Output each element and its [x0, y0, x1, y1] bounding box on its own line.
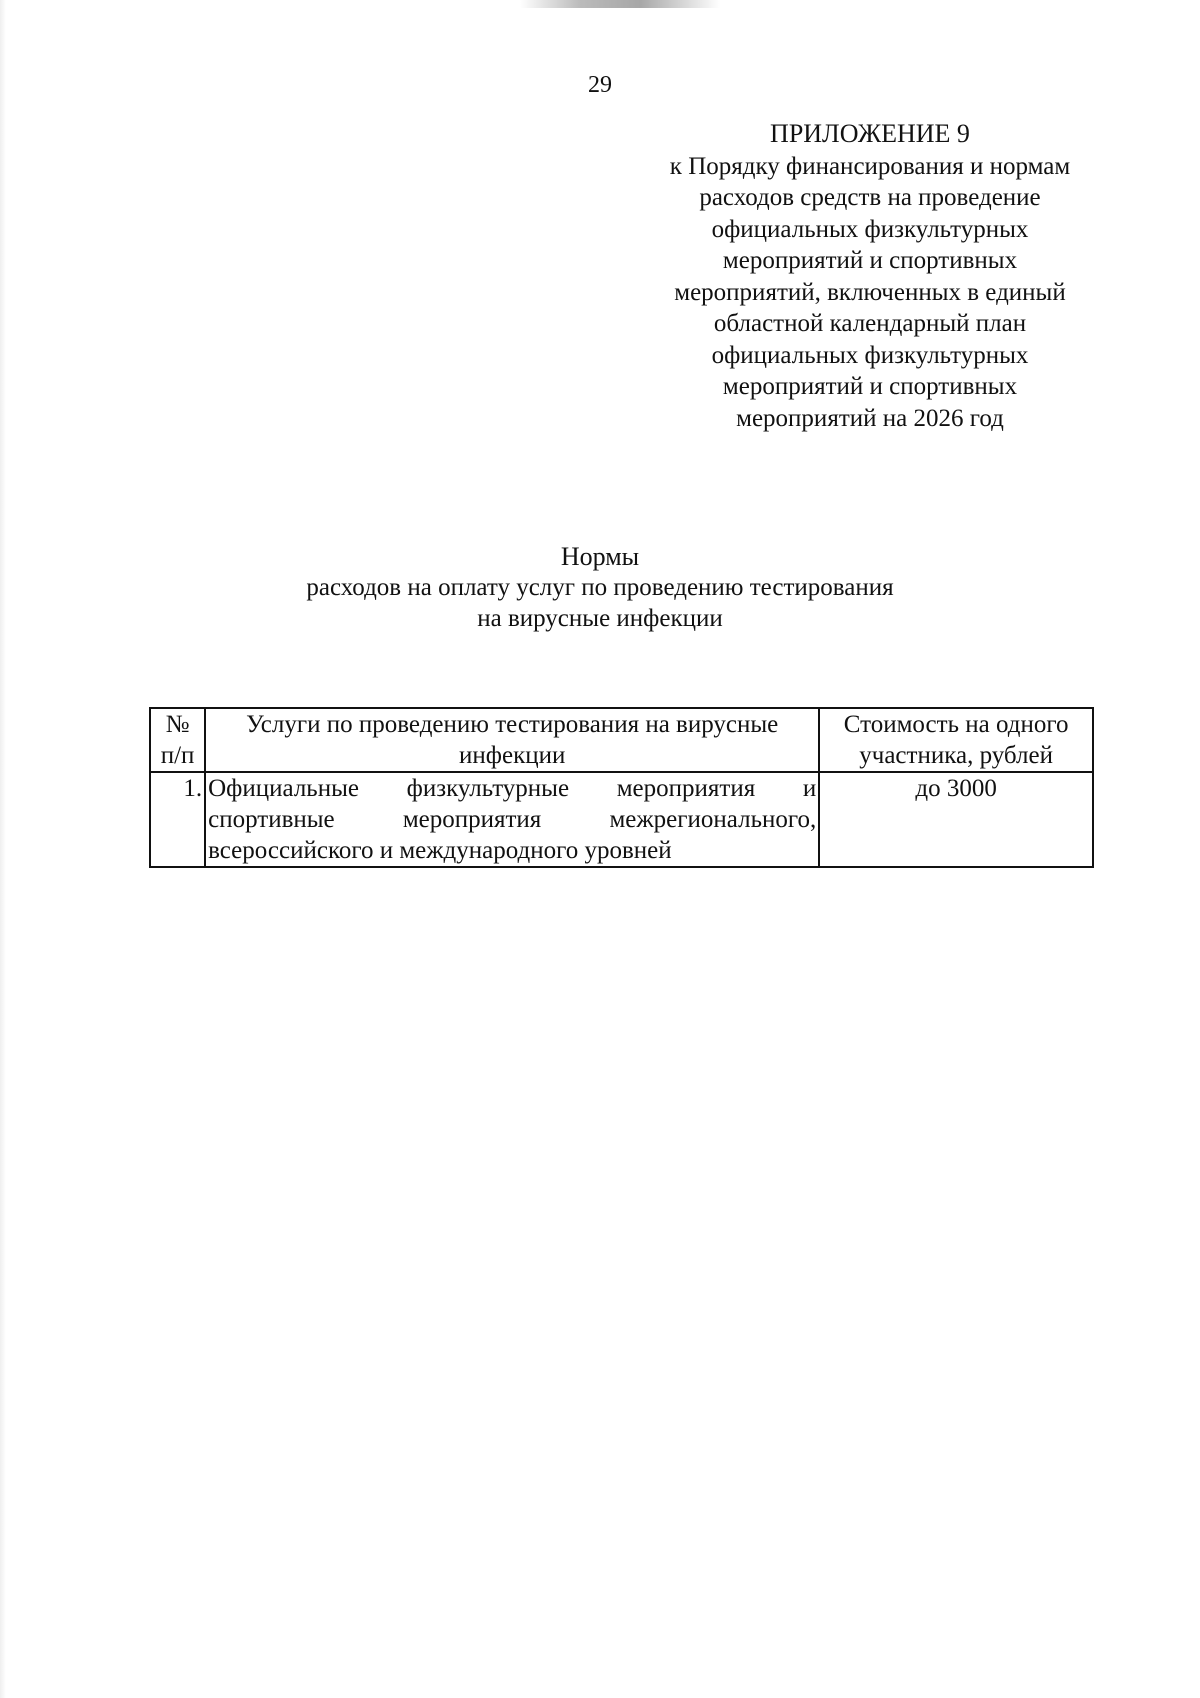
cell-service: Официальные физкультурные мероприятия и спортивные мероприятия межрегионального, всероссийского и международного уровней	[205, 772, 819, 867]
norms-table	[149, 707, 1094, 868]
appendix-line: официальных физкультурных	[711, 215, 1029, 243]
heading-subtitle-line: на вирусные инфекции	[477, 605, 723, 632]
header-num: № п/п	[150, 708, 205, 772]
appendix-title: ПРИЛОЖЕНИЕ 9	[770, 119, 970, 148]
scan-artifact	[520, 0, 720, 8]
scan-edge-shadow	[0, 0, 6, 1698]
table-row	[150, 772, 1093, 867]
heading-title: Нормы	[560, 542, 640, 571]
header-cost: Стоимость на одного участника, рублей	[819, 708, 1093, 772]
appendix-line: мероприятий и спортивных	[722, 247, 1018, 274]
page-number: 29	[588, 72, 612, 98]
header-service: Услуги по проведению тестирования на вирусные инфекции	[205, 708, 819, 772]
appendix-line: расходов средств на проведение	[699, 184, 1041, 211]
appendix-line: мероприятий на 2026 год	[736, 404, 1004, 432]
appendix-line: мероприятий, включенных в единый	[674, 278, 1066, 306]
document-heading	[240, 541, 960, 634]
appendix-line: к Порядку финансирования и нормам	[669, 152, 1071, 180]
cell-num: 1.	[150, 772, 205, 867]
appendix-line: мероприятий и спортивных	[722, 373, 1018, 400]
heading-subtitle-line: расходов на оплату услуг по проведению тестирования	[306, 574, 894, 601]
cell-cost: до 3000	[819, 772, 1093, 867]
appendix-block	[640, 118, 1100, 434]
appendix-line: официальных физкультурных	[711, 341, 1029, 369]
table-header-row	[150, 708, 1093, 772]
appendix-line: областной календарный план	[713, 310, 1027, 337]
